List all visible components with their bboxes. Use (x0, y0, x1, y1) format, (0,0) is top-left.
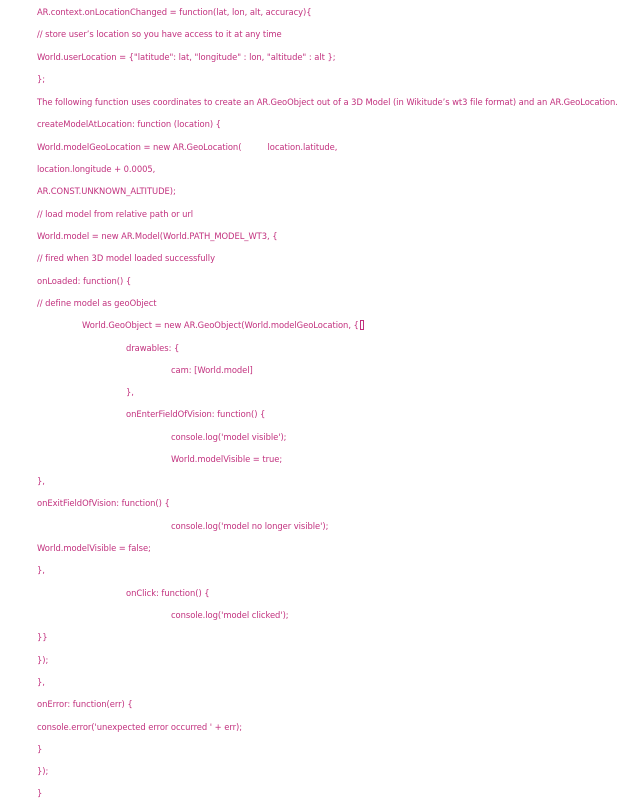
code-document (37, 0, 617, 801)
code-comment-line: // store user’s location so you have access to it at any time (37, 29, 282, 39)
code-line: onError: function(err) { (37, 699, 133, 709)
code-comment-line: // fired when 3D model loaded successfully (37, 253, 215, 263)
code-line: World.modelGeoLocation = new AR.GeoLocation( location.latitude, (37, 142, 338, 152)
code-line: }; (37, 74, 46, 84)
code-line: }); (37, 655, 49, 665)
code-comment-line: // load model from relative path or url (37, 209, 194, 219)
code-line: onEnterFieldOfVision: function() { (126, 409, 266, 419)
code-line: World.modelVisible = false; (37, 543, 151, 553)
code-line: drawables: { (126, 343, 180, 353)
code-line-text: World.GeoObject = new AR.GeoObject(World.modelGeoLocation, { (82, 320, 359, 330)
code-line: console.log('model no longer visible'); (171, 521, 329, 531)
code-line: console.log('model clicked'); (171, 610, 289, 620)
code-line: World.userLocation = {"latitude": lat, "longitude" : lon, "altitude" : alt }; (37, 52, 336, 62)
code-line: onLoaded: function() { (37, 276, 132, 286)
code-line: }, (37, 565, 45, 575)
code-line: onExitFieldOfVision: function() { (37, 498, 170, 508)
code-comment-line: // define model as geoObject (37, 298, 157, 308)
code-line: }); (37, 766, 49, 776)
code-line: onClick: function() { (126, 588, 210, 598)
code-line: cam: [World.model] (171, 365, 253, 375)
code-line: console.error('unexpected error occurred ' + err); (37, 722, 242, 732)
code-line: }} (37, 632, 48, 642)
code-line: }, (37, 476, 45, 486)
code-line: World.modelVisible = true; (171, 454, 283, 464)
code-line: } (37, 788, 43, 798)
code-line: } (37, 744, 43, 754)
code-line: AR.CONST.UNKNOWN_ALTITUDE); (37, 186, 176, 196)
code-line: }, (37, 677, 45, 687)
code-line: AR.context.onLocationChanged = function(lat, lon, alt, accuracy){ (37, 7, 312, 17)
code-line (82, 319, 364, 331)
text-cursor (360, 320, 364, 330)
code-line: console.log('model visible'); (171, 432, 287, 442)
code-line: World.model = new AR.Model(World.PATH_MODEL_WT3, { (37, 231, 278, 241)
code-line: createModelAtLocation: function (location) { (37, 119, 221, 129)
description-line: The following function uses coordinates to create an AR.GeoObject out of a 3D Model (in Wikitude’s wt3 file format) and an AR.GeoLocation. (37, 97, 618, 107)
code-line: location.longitude + 0.0005, (37, 164, 156, 174)
code-line: }, (126, 387, 134, 397)
